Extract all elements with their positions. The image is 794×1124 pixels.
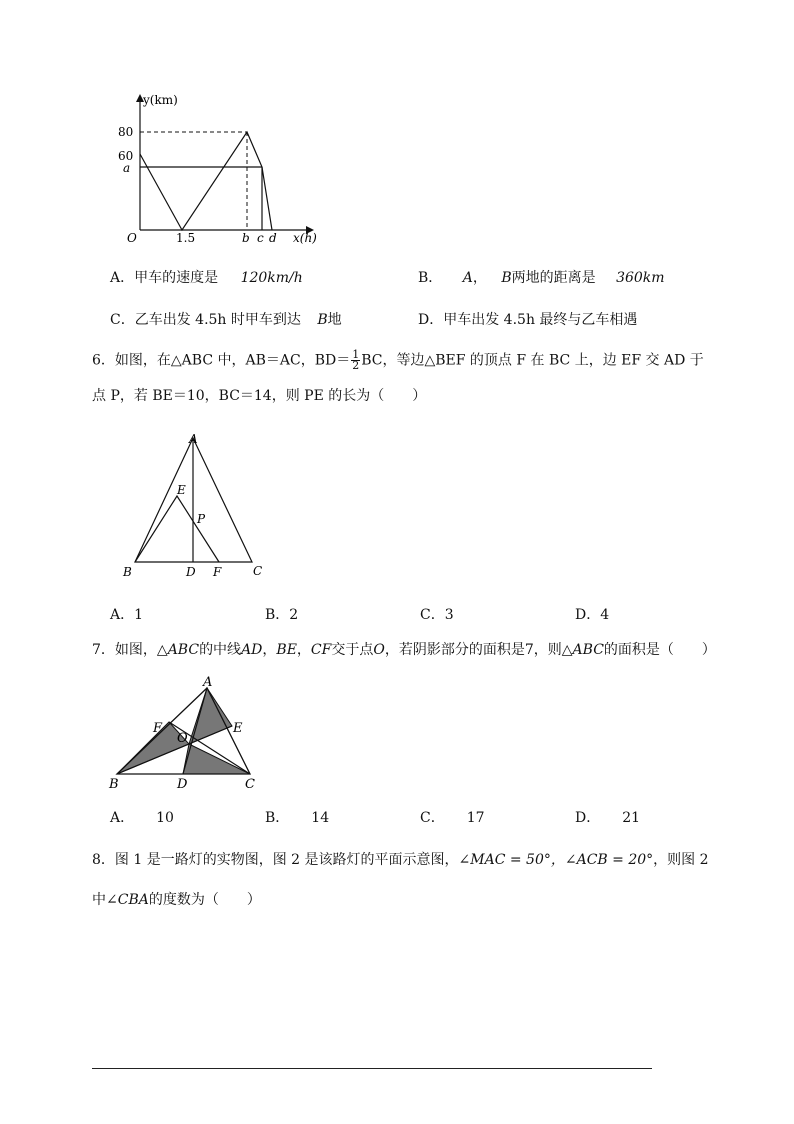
q7-abc: ABC [572, 642, 604, 658]
option-value: 14 [311, 810, 330, 826]
q7-be: BE [276, 642, 297, 658]
q7-option-d[interactable] [575, 808, 640, 828]
x-tick-c: c [257, 231, 264, 245]
option-letter: B． [418, 270, 443, 286]
q8-angle-cba: ∠CBA [106, 892, 149, 908]
q7-comma: ， [262, 642, 277, 658]
q7-text-e: 的面积是（ ） [603, 642, 716, 658]
q6-option-b[interactable]: B．2 [265, 607, 299, 623]
option-value: 10 [156, 810, 174, 826]
option-letter: A． [110, 810, 135, 826]
point-b: B [501, 270, 512, 286]
label-a: A [203, 675, 213, 690]
q5-option-b[interactable] [418, 268, 665, 288]
q7-cf: CF [310, 642, 332, 658]
comma: ， [472, 270, 487, 286]
q7-comma: ， [296, 642, 311, 658]
option-letter: A． [110, 270, 135, 286]
y-axis-label: y(km) [143, 93, 178, 107]
option-letter: C． [110, 312, 135, 328]
footer-divider [92, 1068, 652, 1069]
label-e: E [177, 483, 186, 497]
option-letter: C． [420, 810, 445, 826]
q7-option-b[interactable] [265, 808, 329, 828]
option-text: 乙车出发 4.5h 时甲车到达 [134, 312, 301, 328]
point-b: B [317, 312, 328, 328]
x-axis-label: x(h) [293, 231, 317, 245]
q7-triangle-figure [105, 674, 275, 794]
label-f: F [213, 565, 222, 579]
distance-time-graph [105, 90, 325, 250]
label-b: B [109, 777, 119, 792]
q6-stem-line2: 点 P，若 BE＝10，BC＝14，则 PE 的长为（ ） [92, 388, 427, 404]
label-o: O [177, 731, 188, 746]
q7-abc: ABC [167, 642, 200, 658]
q7-ad: AD [241, 642, 263, 658]
label-d: D [186, 565, 196, 579]
origin-label: O [127, 231, 137, 245]
option-text: 甲车的速度是 [134, 270, 219, 286]
option-letter: B． [265, 810, 290, 826]
option-letter: D． [418, 312, 444, 328]
y-tick-80: 80 [118, 125, 134, 139]
q7-text-a: 7．如图，△ [92, 642, 168, 658]
fraction-one-half: $\frac{1}{2}$ [352, 348, 360, 372]
q6-option-d[interactable]: D．4 [575, 607, 610, 623]
q6-option-c[interactable]: C．3 [420, 607, 454, 623]
label-b: B [123, 565, 132, 579]
y-tick-60: 60 [118, 149, 134, 163]
car-jia-line [140, 132, 272, 230]
option-value: 360km [616, 270, 665, 286]
point-a: A [462, 270, 473, 286]
q5-option-c[interactable] [110, 310, 342, 330]
q6-text-b: BC，等边△BEF 的顶点 F 在 BC 上，边 EF 交 AD 于 [361, 352, 704, 369]
q8-text-d: 的度数为（ ） [148, 892, 261, 908]
q8-text-a: 8．图 1 是一路灯的实物图，图 2 是该路灯的平面示意图， [92, 852, 459, 868]
label-f: F [153, 721, 163, 736]
q8-stem-line2 [92, 890, 261, 910]
option-value: 21 [622, 810, 641, 826]
label-p: P [197, 512, 206, 526]
q6-text-a: 6．如图，在△ABC 中，AB＝AC，BD＝ [92, 352, 351, 369]
x-tick-1-5: 1.5 [176, 231, 196, 245]
q6-stem-line1 [92, 350, 704, 371]
triangle-bef [135, 496, 219, 562]
option-tail: 地 [327, 312, 342, 328]
label-e: E [233, 721, 243, 736]
q8-angles: ∠MAC = 50°，∠ACB = 20° [458, 852, 654, 868]
q7-text-b: 的中线 [199, 642, 242, 658]
q6-triangle-figure [115, 428, 275, 583]
option-text: 甲车出发 4.5h 最终与乙车相遇 [443, 312, 638, 328]
q5-option-a[interactable] [110, 268, 303, 288]
label-c: C [245, 777, 255, 792]
q7-stem [92, 640, 716, 660]
q7-option-c[interactable] [420, 808, 485, 828]
q7-option-a[interactable] [110, 808, 174, 828]
q6-option-a[interactable]: A．1 [110, 607, 144, 623]
option-letter: D． [575, 810, 601, 826]
q5-option-d[interactable] [418, 310, 637, 330]
q8-text-c: 中 [92, 892, 106, 908]
q8-text-b: ，则图 2 [653, 852, 709, 868]
x-tick-b: b [242, 231, 250, 245]
label-a: A [189, 432, 198, 446]
q7-text-c: 交于点 [331, 642, 374, 658]
q7-o: O [373, 642, 385, 658]
q8-stem-line1 [92, 850, 709, 870]
q7-text-d: ，若阴影部分的面积是7，则△ [384, 642, 573, 658]
shaded-region-bottom [183, 744, 250, 774]
y-tick-a: a [123, 161, 131, 175]
label-c: C [253, 564, 263, 578]
option-value: 120km/h [240, 270, 303, 286]
x-tick-d: d [269, 231, 277, 245]
option-value: 17 [466, 810, 485, 826]
option-text: 两地的距离是 [511, 270, 596, 286]
label-d: D [177, 777, 188, 792]
